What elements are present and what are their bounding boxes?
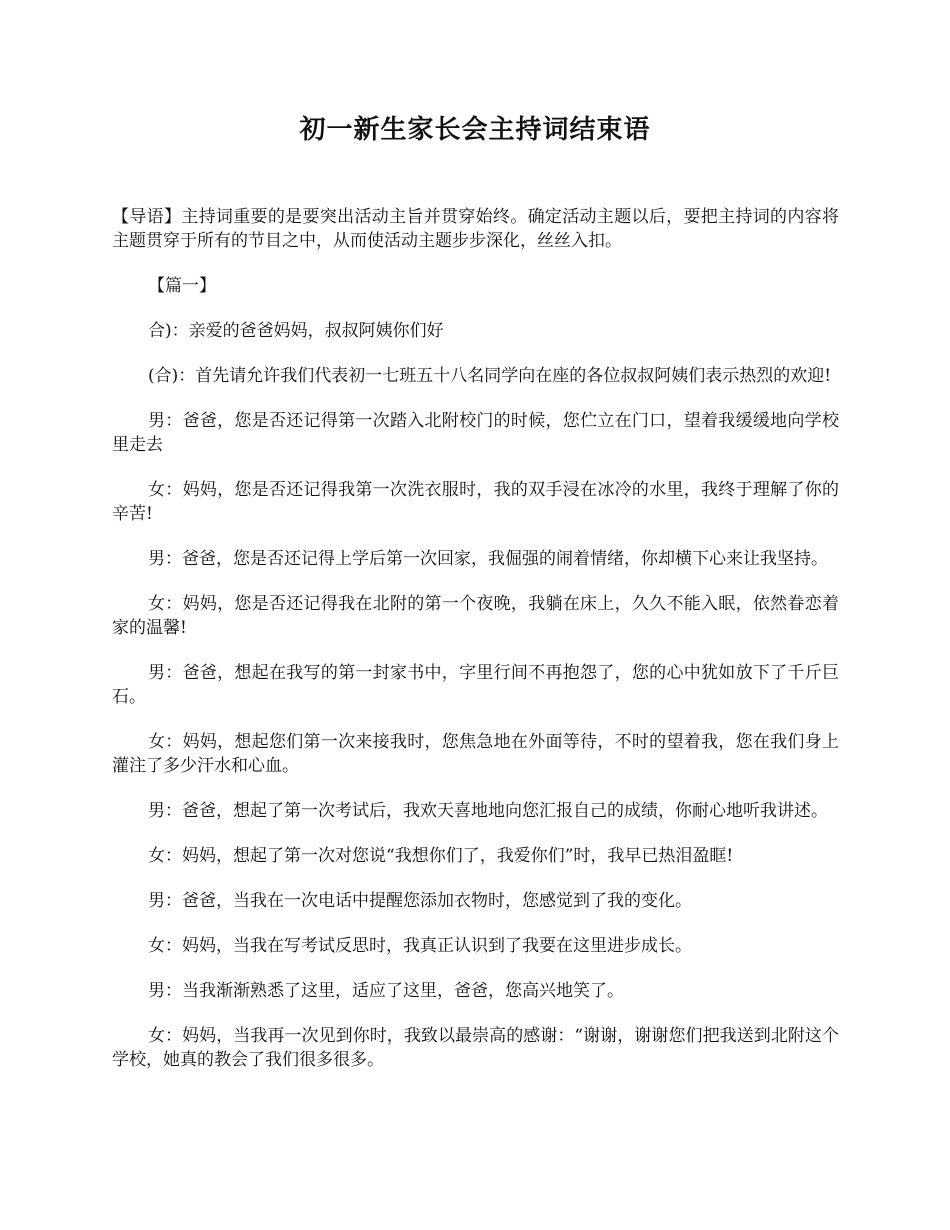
document-title: 初一新生家长会主持词结束语 xyxy=(299,115,651,145)
dialogue-paragraph: 男：爸爸，想起了第一次考试后，我欢天喜地地向您汇报自己的成绩，你耐心地听我讲述。 xyxy=(148,801,828,821)
dialogue-paragraph: 男：爸爸，您是否还记得上学后第一次回家，我倔强的闹着情绪，你却横下心来让我坚持。 xyxy=(148,549,828,569)
dialogue-paragraph: 男：爸爸，当我在一次电话中提醒您添加衣物时，您感觉到了我的变化。 xyxy=(148,891,692,911)
dialogue-paragraph: 男：爸爸，想起在我写的第一封家书中，字里行间不再抱怨了，您的心中犹如放下了千斤巨石。 xyxy=(112,663,839,707)
dialogue-paragraph: 女：妈妈，想起您们第一次来接我时，您焦急地在外面等待，不时的望着我，您在我们身上灌注了多少汗水和心血。 xyxy=(112,732,839,776)
dialogue-paragraph: 女：妈妈，当我再一次见到你时，我致以最崇高的感谢：“谢谢，谢谢您们把我送到北附这个学校，她真的教会了我们很多很多。 xyxy=(112,1026,839,1070)
dialogue-paragraph: 女：妈妈，当我在写考试反思时，我真正认识到了我要在这里进步成长。 xyxy=(148,936,692,956)
document-body xyxy=(112,205,839,1093)
dialogue-paragraph: (合)：首先请允许我们代表初一七班五十八名同学向在座的各位叔叔阿姨们表示热烈的欢迎! xyxy=(148,366,832,386)
dialogue-paragraph: 女：妈妈，您是否还记得我在北附的第一个夜晚，我躺在床上，久久不能入眠，依然眷恋着家的温馨! xyxy=(112,594,839,638)
dialogue-paragraph: 女：妈妈，想起了第一次对您说“我想你们了，我爱你们”时，我早已热泪盈眶! xyxy=(148,846,734,866)
section-heading: 【篇一】 xyxy=(148,276,216,296)
intro-paragraph: 【导语】主持词重要的是要突出活动主旨并贯穿始终。确定活动主题以后，要把主持词的内容将主题贯穿于所有的节目之中，从而使活动主题步步深化，丝丝入扣。 xyxy=(112,207,839,251)
dialogue-paragraph: 合)：亲爱的爸爸妈妈，叔叔阿姨你们好 xyxy=(148,321,444,341)
dialogue-paragraph: 男：当我渐渐熟悉了这里，适应了这里，爸爸，您高兴地笑了。 xyxy=(148,981,624,1001)
dialogue-paragraph: 女：妈妈，您是否还记得我第一次洗衣服时，我的双手浸在冰冷的水里，我终于理解了你的辛苦! xyxy=(112,480,839,524)
dialogue-paragraph: 男：爸爸，您是否还记得第一次踏入北附校门的时候，您伫立在门口，望着我缓缓地向学校里走去 xyxy=(112,411,839,455)
